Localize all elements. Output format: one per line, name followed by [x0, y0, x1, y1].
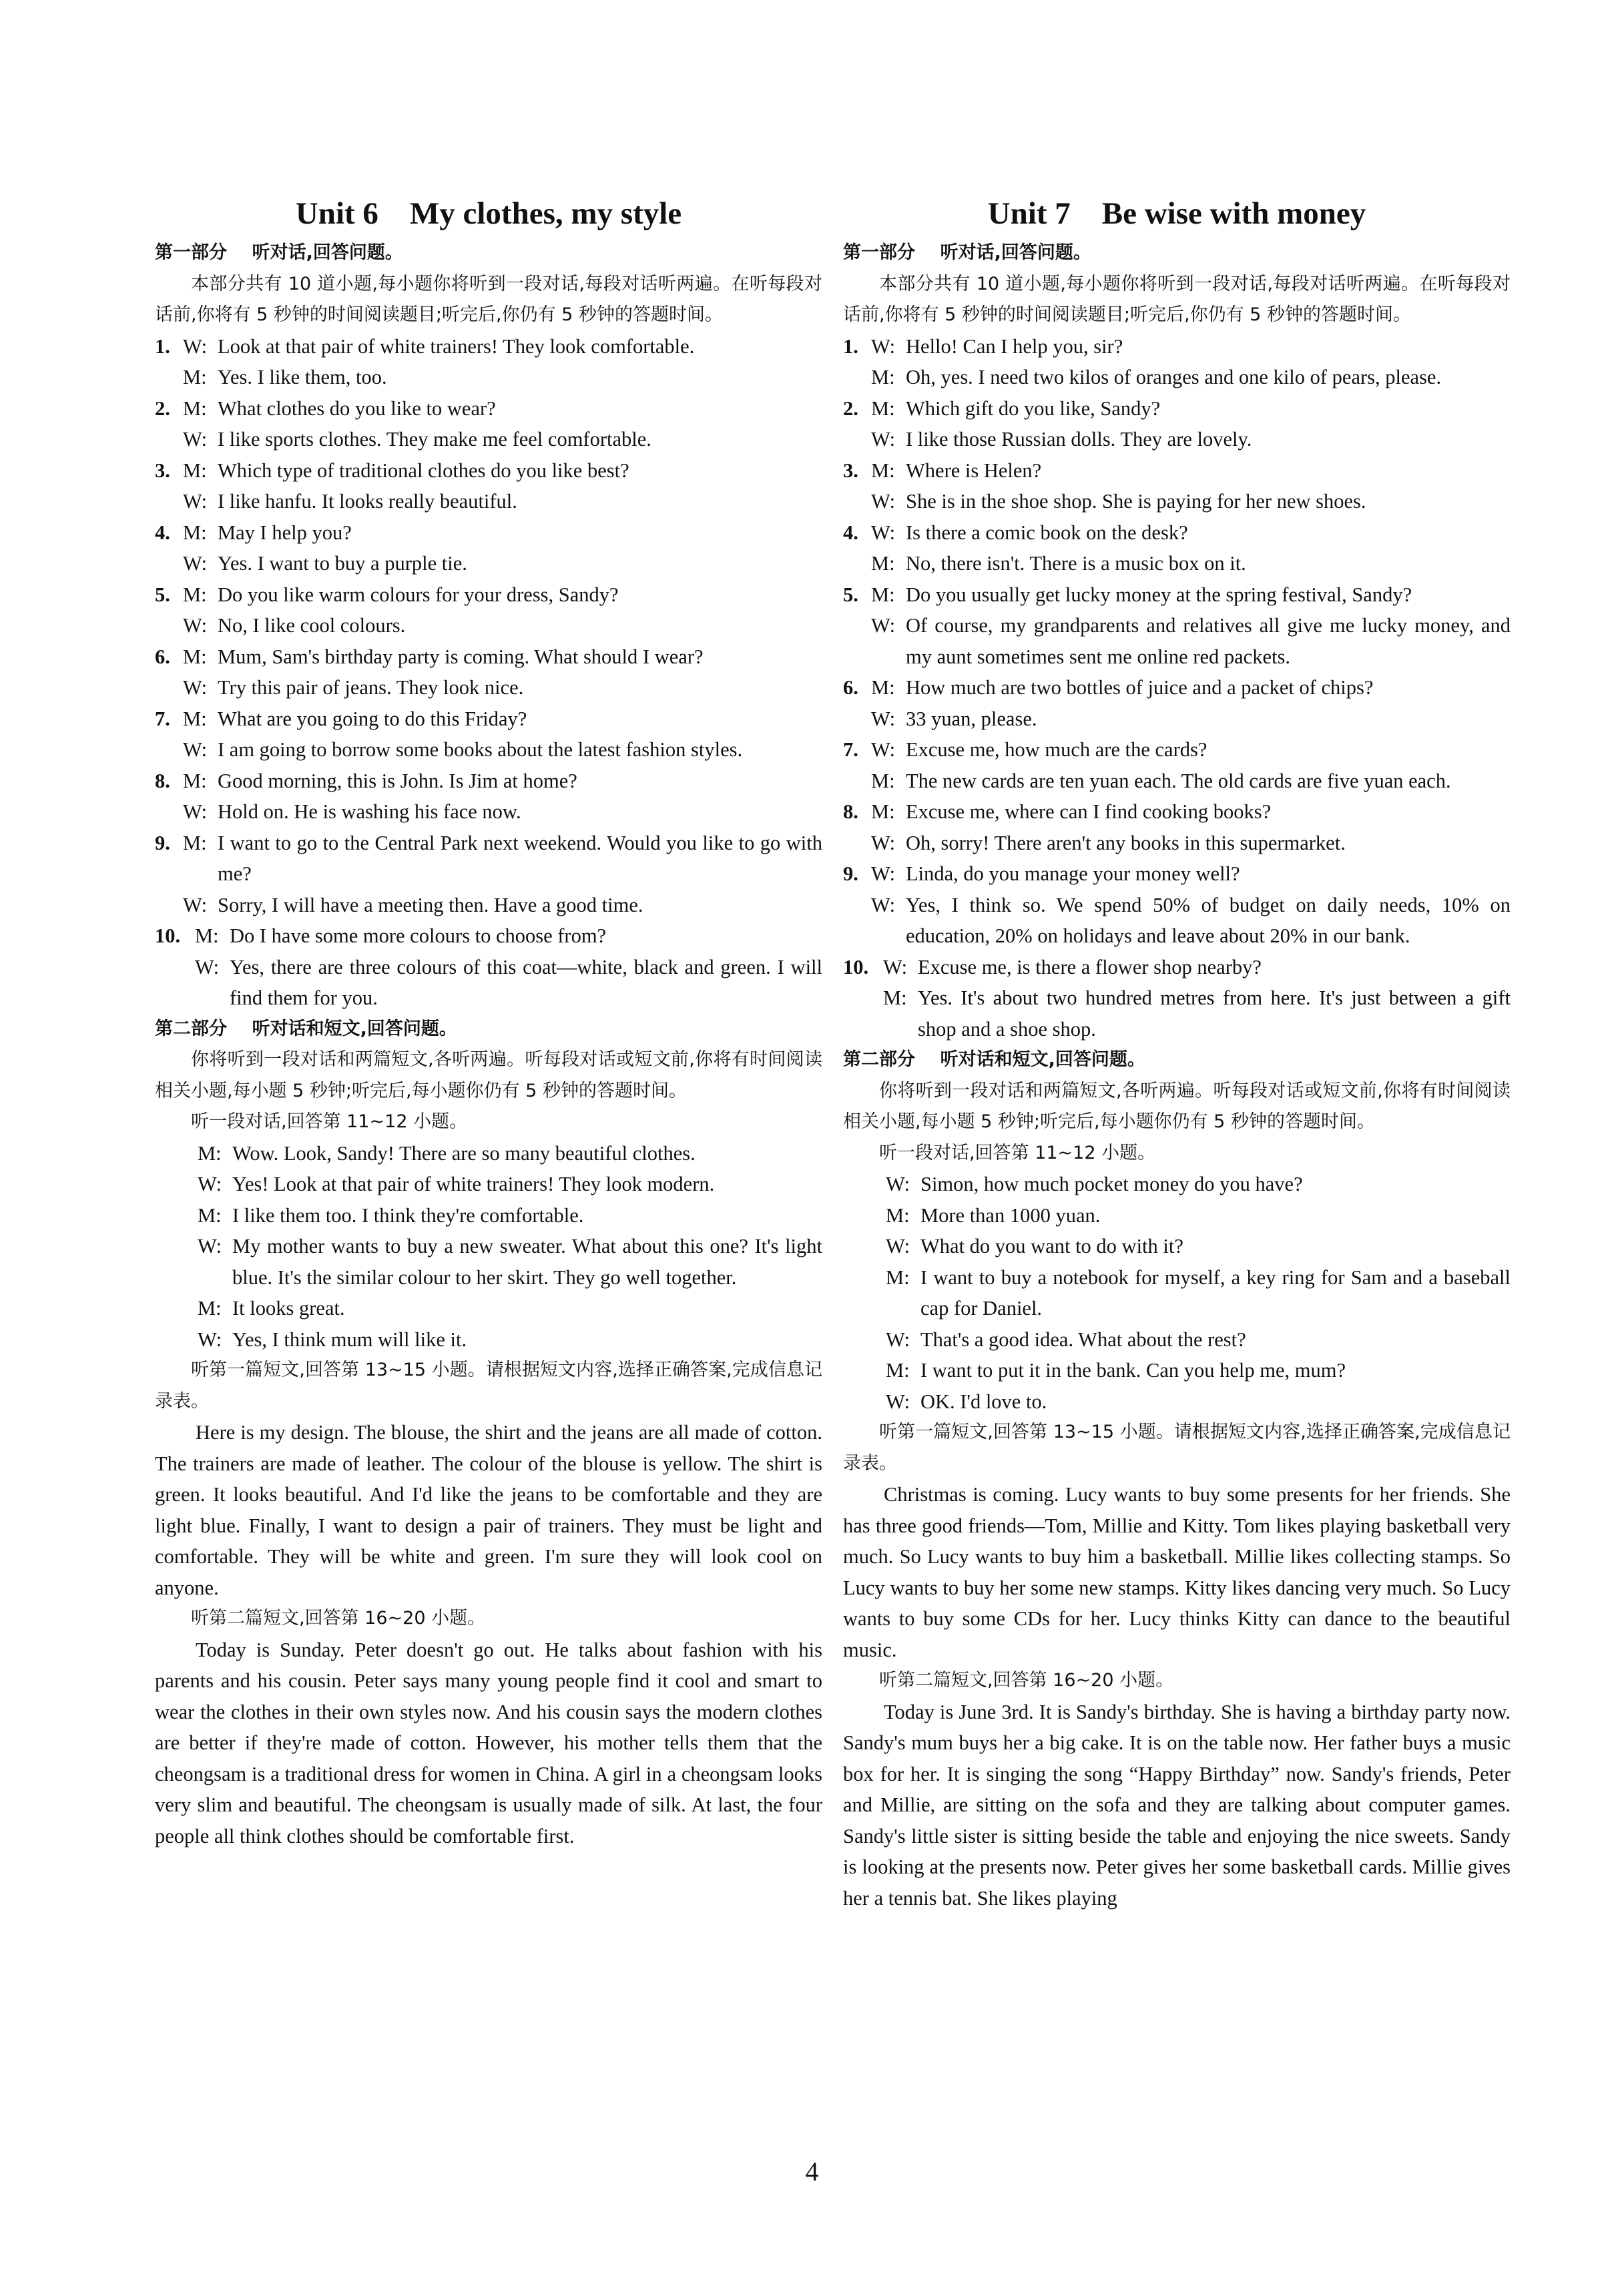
line-text: I like sports clothes. They make me feel comfortable. [218, 428, 651, 451]
speaker: M: [883, 986, 907, 1009]
speaker: M: [195, 924, 219, 947]
question-number: 7. [155, 707, 170, 730]
speaker: W: [183, 893, 208, 916]
speaker: M: [183, 583, 207, 606]
speaker: W: [183, 676, 208, 699]
dialogue-line [843, 1262, 1511, 1324]
line-text: Look at that pair of white trainers! They look comfortable. [218, 334, 695, 358]
line-text: More than 1000 yuan. [920, 1203, 1101, 1227]
unit6-question-1 [155, 331, 822, 393]
speaker: M: [871, 800, 895, 823]
speaker: W: [183, 800, 208, 823]
unit7-question-4 [843, 517, 1511, 579]
speaker: W: [195, 955, 220, 978]
question-number: 6. [155, 645, 170, 668]
speaker: M: [183, 769, 207, 792]
unit7-dialogue-heading: 听一段对话,回答第 11~12 小题。 [879, 1142, 1156, 1163]
line-text: May I help you? [218, 521, 352, 544]
dialogue-line [843, 1355, 1511, 1386]
speaker: M: [871, 552, 895, 575]
speaker: M: [183, 459, 207, 482]
line-text: Yes. I like them, too. [218, 366, 387, 388]
dialogue-line [155, 1293, 822, 1324]
dialogue-line [155, 1324, 822, 1356]
question-number: 9. [843, 862, 858, 885]
speaker: W: [183, 428, 208, 451]
line-text: Do you like warm colours for your dress, Sandy? [218, 583, 619, 606]
speaker: M: [871, 459, 895, 482]
unit7-question-8 [843, 796, 1511, 858]
speaker: W: [198, 1328, 222, 1351]
line-text: Hello! Can I help you, sir? [906, 334, 1123, 358]
unit6-title: Unit 6 My clothes, my style [295, 196, 682, 231]
question-number: 2. [843, 396, 858, 420]
unit6-passage1: Here is my design. The blouse, the shirt and the jeans are all made of cotton. The trainers are made of leather. The colour of the blouse is yellow. The shirt is green. It looks beautiful. And I'd like the jeans to be comfortable and they are light blue. Finally, I want to design a pair of trainers. They must be light and comfortable. They will be white and green. I'm sure they will look cool on anyone. [155, 1421, 822, 1599]
question-number: 10. [843, 955, 869, 978]
question-number: 4. [155, 521, 170, 544]
line-text: Yes. I want to buy a purple tie. [218, 552, 467, 575]
line-text: I want to buy a notebook for myself, a key ring for Sam and a baseball cap for Daniel. [920, 1265, 1511, 1320]
question-number: 3. [843, 459, 858, 482]
unit6-question-10 [155, 920, 822, 1014]
unit6-question-7 [155, 703, 822, 766]
line-text: It looks great. [232, 1297, 345, 1320]
unit6-question-6 [155, 641, 822, 703]
line-text: How much are two bottles of juice and a packet of chips? [906, 676, 1374, 699]
unit7-part2-heading: 第二部分 听对话和短文,回答问题。 [843, 1049, 1145, 1070]
unit6-question-9 [155, 828, 822, 921]
line-text: I like hanfu. It looks really beautiful. [218, 490, 517, 513]
line-text: Where is Helen? [906, 459, 1042, 482]
line-text: Yes, there are three colours of this coat—white, black and green. I will find them for you. [230, 955, 822, 1009]
speaker: W: [871, 831, 896, 854]
line-text: Do I have some more colours to choose from? [230, 924, 607, 947]
speaker: W: [871, 521, 896, 544]
unit7-passage2-heading: 听第二篇短文,回答第 16~20 小题。 [879, 1670, 1174, 1691]
line-text: Sorry, I will have a meeting then. Have a good time. [218, 893, 643, 916]
unit6-dialogue [155, 1138, 822, 1356]
speaker: W: [883, 955, 908, 978]
question-number: 7. [843, 738, 858, 761]
line-text: That's a good idea. What about the rest? [920, 1328, 1246, 1351]
unit7-question-3 [843, 455, 1511, 517]
unit6-column [155, 194, 822, 1851]
speaker: W: [183, 552, 208, 575]
unit7-dialogue [843, 1169, 1511, 1417]
line-text: Which type of traditional clothes do you like best? [218, 459, 629, 482]
unit6-question-3 [155, 455, 822, 517]
unit6-question-list [155, 331, 822, 1014]
speaker: M: [183, 831, 207, 854]
unit6-part1-heading: 第一部分 听对话,回答问题。 [155, 242, 403, 263]
speaker: M: [871, 396, 895, 420]
line-text: Yes, I think so. We spend 50% of budget on daily needs, 10% on education, 20% on holidays and leave about 20% in our bank. [906, 893, 1511, 947]
speaker: M: [871, 769, 895, 792]
line-text: Excuse me, where can I find cooking books? [906, 800, 1272, 823]
dialogue-line [843, 1324, 1511, 1356]
dialogue-line [843, 1386, 1511, 1418]
dialogue-line [155, 1169, 822, 1200]
speaker: M: [183, 521, 207, 544]
unit7-question-7 [843, 734, 1511, 796]
question-number: 8. [843, 800, 858, 823]
unit6-question-8 [155, 766, 822, 828]
line-text: What clothes do you like to wear? [218, 396, 496, 420]
speaker: W: [198, 1235, 222, 1257]
speaker: M: [183, 396, 207, 420]
line-text: Try this pair of jeans. They look nice. [218, 676, 524, 699]
line-text: Is there a comic book on the desk? [906, 521, 1188, 544]
unit6-question-4 [155, 517, 822, 579]
speaker: M: [871, 366, 895, 388]
speaker: M: [183, 366, 207, 388]
unit6-question-5 [155, 579, 822, 641]
line-text: I want to go to the Central Park next weekend. Would you like to go with me? [218, 831, 822, 885]
line-text: I like those Russian dolls. They are lovely. [906, 428, 1252, 451]
question-number: 9. [155, 831, 170, 854]
line-text: Which gift do you like, Sandy? [906, 396, 1161, 420]
speaker: W: [871, 490, 896, 513]
dialogue-line [843, 1200, 1511, 1231]
speaker: W: [871, 707, 896, 730]
speaker: W: [183, 614, 208, 637]
unit6-part2-heading: 第二部分 听对话和短文,回答问题。 [155, 1018, 457, 1039]
line-text: Yes, I think mum will like it. [232, 1328, 467, 1351]
speaker: W: [871, 334, 896, 358]
unit7-passage2: Today is June 3rd. It is Sandy's birthday. She is having a birthday party now. Sandy's mum buys her a big cake. It is on the table now. Her father buys a music box for her. It is singing the song “Happy Birthday” now. Sandy's friends, Peter and Millie, are sitting on the sofa and they are talking about computer games. Sandy's little sister is sitting beside the table and enjoying the nice sweets. Sandy is looking at the presents now. Peter gives her some basketball cards. Millie gives her a tennis bat. She likes playing [843, 1700, 1511, 1910]
line-text: I want to put it in the bank. Can you help me, mum? [920, 1359, 1346, 1382]
speaker: M: [886, 1265, 910, 1289]
dialogue-line [155, 1200, 822, 1231]
speaker: W: [871, 893, 896, 916]
unit7-question-1 [843, 331, 1511, 393]
line-text: Hold on. He is washing his face now. [218, 800, 521, 823]
question-number: 4. [843, 521, 858, 544]
speaker: M: [183, 645, 207, 668]
line-text: OK. I'd love to. [920, 1390, 1047, 1413]
unit6-passage2-heading: 听第二篇短文,回答第 16~20 小题。 [191, 1608, 486, 1629]
speaker: W: [198, 1173, 222, 1195]
page-number: 4 [805, 2157, 819, 2187]
unit6-part2-intro: 你将听到一段对话和两篇短文,各听两遍。听每段对话或短文前,你将有时间阅读相关小题,每小题 5 秒钟;听完后,每小题你仍有 5 秒钟的答题时间。 [155, 1049, 822, 1101]
unit7-question-5 [843, 579, 1511, 673]
speaker: M: [871, 583, 895, 606]
line-text: I like them too. I think they're comfortable. [232, 1203, 584, 1227]
question-number: 1. [155, 334, 170, 358]
line-text: What are you going to do this Friday? [218, 707, 527, 730]
speaker: M: [183, 707, 207, 730]
unit6-passage2: Today is Sunday. Peter doesn't go out. He talks about fashion with his parents and his cousin. Peter says many young people find it cool and smart to wear the clothes in their own styles now. And his cousin says the modern clothes are better if they're made of cotton. However, his mother tells them that the cheongsam is a traditional dress for women in China. A girl in a cheongsam looks very slim and beautiful. The cheongsam is usually made of silk. At last, the four people all think clothes should be comfortable first. [155, 1638, 822, 1847]
line-text: Mum, Sam's birthday party is coming. What should I wear? [218, 645, 704, 668]
dialogue-line [155, 1138, 822, 1169]
question-number: 2. [155, 396, 170, 420]
speaker: W: [886, 1235, 910, 1257]
line-text: Good morning, this is John. Is Jim at home? [218, 769, 577, 792]
unit7-question-list [843, 331, 1511, 1045]
line-text: Yes. It's about two hundred metres from here. It's just between a gift shop and a shoe shop. [918, 986, 1511, 1041]
question-number: 6. [843, 676, 858, 699]
unit7-title: Unit 7 Be wise with money [987, 196, 1366, 231]
speaker: W: [183, 334, 208, 358]
line-text: Yes! Look at that pair of white trainers! They look modern. [232, 1173, 715, 1195]
speaker: W: [183, 490, 208, 513]
speaker: M: [198, 1141, 222, 1165]
speaker: W: [886, 1173, 910, 1195]
unit7-column [843, 194, 1511, 1914]
speaker: M: [886, 1359, 910, 1382]
line-text: Wow. Look, Sandy! There are so many beautiful clothes. [232, 1141, 696, 1165]
line-text: Oh, yes. I need two kilos of oranges and one kilo of pears, please. [906, 366, 1442, 388]
line-text: Of course, my grandparents and relatives all give me lucky money, and my aunt sometimes sent me online red packets. [906, 614, 1511, 668]
speaker: W: [871, 428, 896, 451]
dialogue-line [843, 1169, 1511, 1200]
line-text: No, there isn't. There is a music box on it. [906, 552, 1246, 575]
speaker: W: [871, 614, 896, 637]
unit7-question-2 [843, 393, 1511, 455]
line-text: Excuse me, how much are the cards? [906, 738, 1207, 761]
unit7-part1-heading: 第一部分 听对话,回答问题。 [843, 242, 1091, 263]
unit6-part1-intro: 本部分共有 10 道小题,每小题你将听到一段对话,每段对话听两遍。在听每段对话前,你将有 5 秒钟的时间阅读题目;听完后,你仍有 5 秒钟的答题时间。 [155, 273, 822, 325]
question-number: 10. [155, 924, 181, 947]
unit6-dialogue-heading: 听一段对话,回答第 11~12 小题。 [191, 1111, 468, 1132]
line-text: Linda, do you manage your money well? [906, 862, 1240, 885]
line-text: The new cards are ten yuan each. The old cards are five yuan each. [906, 769, 1451, 792]
unit6-question-2 [155, 393, 822, 455]
speaker: M: [198, 1203, 222, 1227]
unit7-passage1-heading: 听第一篇短文,回答第 13~15 小题。请根据短文内容,选择正确答案,完成信息记录表。 [843, 1422, 1511, 1474]
speaker: W: [871, 738, 896, 761]
unit7-part1-intro: 本部分共有 10 道小题,每小题你将听到一段对话,每段对话听两遍。在听每段对话前,你将有 5 秒钟的时间阅读题目;听完后,你仍有 5 秒钟的答题时间。 [843, 273, 1511, 325]
question-number: 8. [155, 769, 170, 792]
line-text: She is in the shoe shop. She is paying for her new shoes. [906, 490, 1366, 513]
unit7-question-6 [843, 672, 1511, 734]
speaker: M: [871, 676, 895, 699]
line-text: I am going to borrow some books about the latest fashion styles. [218, 738, 743, 761]
question-number: 1. [843, 334, 858, 358]
question-number: 5. [843, 583, 858, 606]
dialogue-line [155, 1231, 822, 1293]
unit7-question-10 [843, 952, 1511, 1045]
line-text: Do you usually get lucky money at the spring festival, Sandy? [906, 583, 1412, 606]
question-number: 5. [155, 583, 170, 606]
unit7-part2-intro: 你将听到一段对话和两篇短文,各听两遍。听每段对话或短文前,你将有时间阅读相关小题,每小题 5 秒钟;听完后,每小题你仍有 5 秒钟的答题时间。 [843, 1080, 1511, 1132]
speaker: W: [886, 1390, 910, 1413]
question-number: 3. [155, 459, 170, 482]
line-text: My mother wants to buy a new sweater. What about this one? It's light blue. It's the similar colour to her skirt. They go well together. [232, 1235, 822, 1289]
unit7-question-9 [843, 858, 1511, 952]
unit7-passage1: Christmas is coming. Lucy wants to buy some presents for her friends. She has three good friends—Tom, Millie and Kitty. Tom likes playing basketball very much. So Lucy wants to buy him a basketball. Millie likes collecting stamps. So Lucy wants to buy her some new stamps. Kitty likes dancing very much. So Lucy wants to buy some CDs for her. Lucy thinks Kitty can dance to the beautiful music. [843, 1483, 1511, 1661]
line-text: Oh, sorry! There aren't any books in this supermarket. [906, 831, 1346, 854]
line-text: 33 yuan, please. [906, 707, 1037, 730]
speaker: M: [886, 1203, 910, 1227]
speaker: W: [183, 738, 208, 761]
unit6-passage1-heading: 听第一篇短文,回答第 13~15 小题。请根据短文内容,选择正确答案,完成信息记录表。 [155, 1360, 822, 1412]
speaker: W: [886, 1328, 910, 1351]
dialogue-line [843, 1231, 1511, 1262]
speaker: W: [871, 862, 896, 885]
line-text: No, I like cool colours. [218, 614, 406, 637]
line-text: Simon, how much pocket money do you have? [920, 1173, 1303, 1195]
speaker: M: [198, 1297, 222, 1320]
line-text: Excuse me, is there a flower shop nearby? [918, 955, 1262, 978]
line-text: What do you want to do with it? [920, 1235, 1183, 1257]
